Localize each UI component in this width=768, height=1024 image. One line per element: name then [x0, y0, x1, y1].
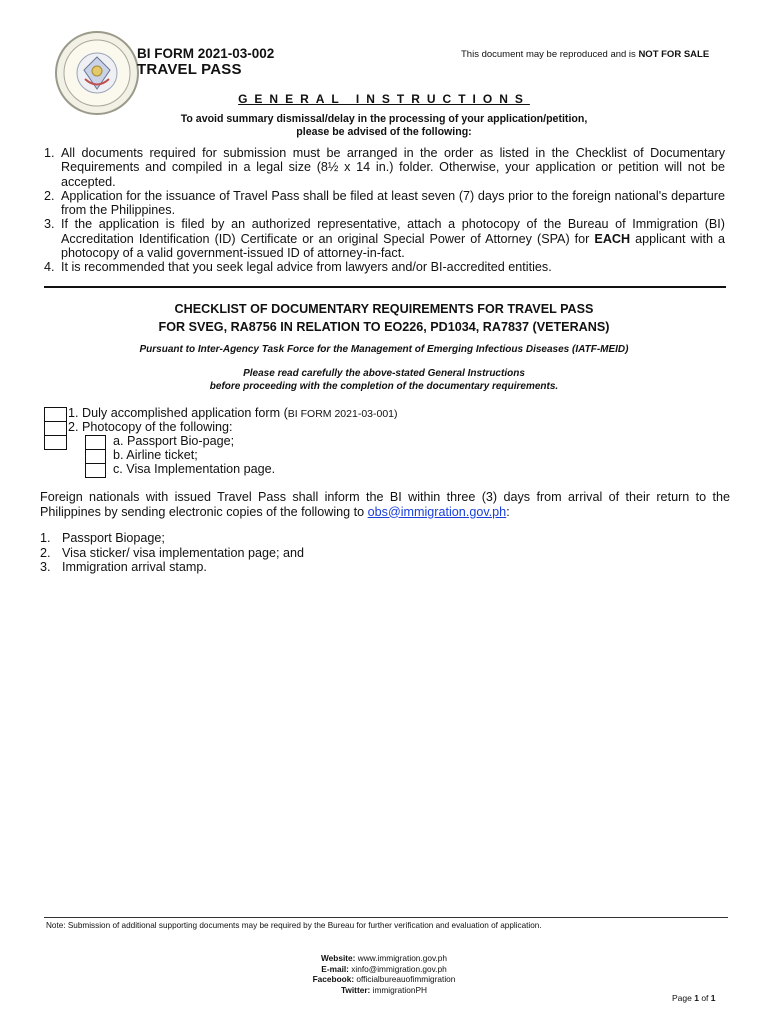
list-item: 1. Passport Biopage;: [40, 531, 165, 545]
sub-item-c-checkbox[interactable]: [85, 463, 106, 478]
checklist-title: CHECKLIST OF DOCUMENTARY REQUIREMENTS FOR TRAVEL PASS: [174, 302, 594, 316]
instruction-item: 1. All documents required for submission must be arranged in the order as listed in the Checklist of Documentary Requirements and compiled in a legal size (8½ x 14 in.) folder. Otherwise, your application or petition will not be accepted.: [44, 146, 725, 189]
sub-item-a-label: a. Passport Bio-page;: [113, 434, 235, 448]
requirement-2-empty-box[interactable]: [44, 435, 67, 450]
requirement-2-checkbox[interactable]: [44, 421, 67, 436]
form-title: TRAVEL PASS: [137, 61, 242, 78]
instruction-item: 4. It is recommended that you seek legal advice from lawyers and/or BI-accredited entities.: [44, 260, 552, 275]
reproduction-note: This document may be reproduced and is NOT FOR SALE: [461, 49, 710, 60]
list-item: 2. Visa sticker/ visa implementation page; and: [40, 545, 304, 560]
contact-email-link[interactable]: xinfo@immigration.gov.ph: [351, 963, 447, 974]
facebook-handle: officialbureauofimmigration: [356, 974, 456, 984]
checklist-subtitle: FOR SVEG, RA8756 IN RELATION TO EO226, PD1034, RA7837 (VETERANS): [158, 320, 610, 334]
general-instructions-title: GENERAL INSTRUCTIONS: [238, 92, 530, 106]
contact-info: Website: www.immigration.gov.ph E-mail: xinfo@immigration.gov.ph Facebook: officialbureauofimmigration Twitter: immigrationPH: [312, 953, 456, 995]
list-item: 3. Immigration arrival stamp.: [40, 560, 207, 574]
general-instructions-list: [40, 146, 725, 275]
requirement-2-label: 2. Photocopy of the following:: [68, 420, 233, 434]
twitter-handle: immigrationPH: [372, 984, 428, 995]
iatf-note: Pursuant to Inter-Agency Task Force for the Management of Emerging Infectious Diseases (IATF-MEID): [139, 344, 629, 355]
page-number: Page 1 of 1: [672, 993, 716, 1003]
return-notice-list: [40, 531, 304, 575]
footer-divider: [44, 917, 728, 918]
instruction-item: 3. If the application is filed by an authorized representative, attach a photocopy of the Bureau of Immigration (BI) Accreditation Identification (ID) Certificate or an original Special Power of Attorney (SPA) for EACH applicant with a photocopy of a valid government-issued ID of attorney-in-fact.: [44, 217, 726, 261]
general-instructions-subtitle: To avoid summary dismissal/delay in the processing of your application/petition, please be advised of the following:: [180, 113, 588, 138]
instruction-item: 2. Application for the issuance of Travel Pass shall be filed at least seven (7) days prior to the foreign national's departure from the Philippines.: [44, 188, 725, 218]
footer-note: Note: Submission of additional supporting documents may be required by the Bureau for further verification and evaluation of application.: [46, 921, 542, 930]
requirement-1-checkbox[interactable]: [44, 407, 67, 422]
sub-item-a-checkbox[interactable]: [85, 435, 106, 450]
requirement-1-label: 1. Duly accomplished application form (BI FORM 2021-03-001): [68, 406, 398, 420]
website-link[interactable]: www.immigration.gov.ph: [357, 953, 448, 963]
sub-item-b-label: b. Airline ticket;: [113, 448, 198, 462]
email-link[interactable]: obs@immigration.gov.ph: [367, 504, 507, 519]
return-notice: Foreign nationals with issued Travel Pass shall inform the BI within three (3) days from arrival of their return to the Philippines by sending electronic copies of the following to obs@immigration.gov.ph:: [40, 490, 730, 519]
read-instructions-note: Please read carefully the above-stated General Instructions before proceeding with the completion of the documentary requirements.: [209, 368, 559, 392]
sub-item-b-checkbox[interactable]: [85, 449, 106, 464]
sub-item-c-label: c. Visa Implementation page.: [113, 462, 276, 476]
section-divider: [44, 286, 726, 288]
form-number: BI FORM 2021-03-002: [137, 46, 275, 61]
